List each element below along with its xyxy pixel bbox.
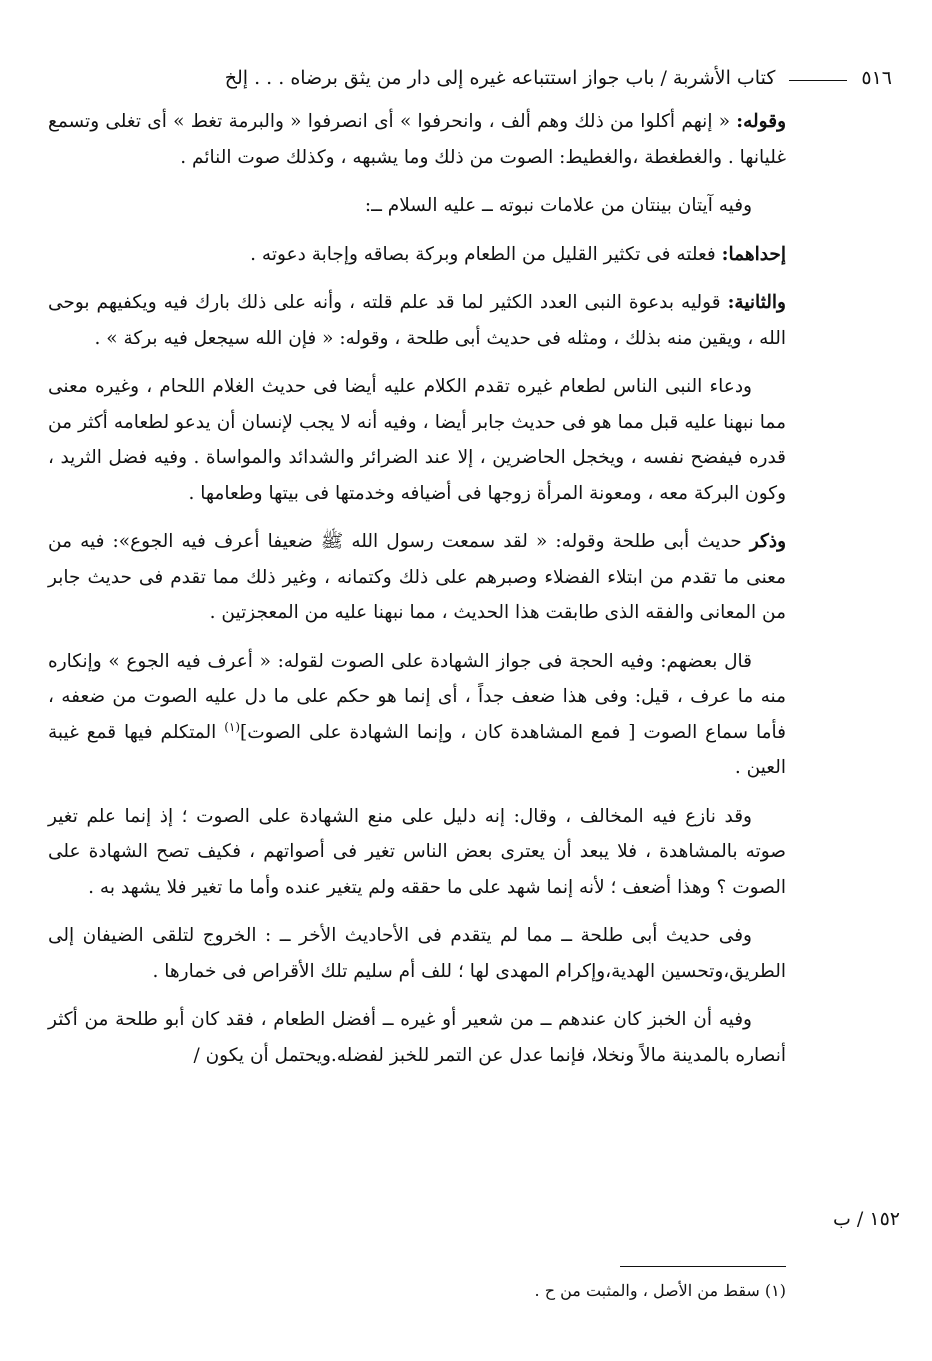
page-number: ٥١٦ — [861, 67, 892, 89]
paragraph-9: وفى حديث أبى طلحة ــ مما لم يتقدم فى الأحاديث الأخر ــ : الخروج لتلقى الضيفان إلى الطريق،وتحسين الهدية،وإكرام المهدى لها ؛ للف أم سليم تلك الأقراص فى خمارها . — [48, 925, 786, 982]
footnote: (١) سقط من الأصل ، والمثبت من ح . — [534, 1281, 786, 1300]
footnote-marker: (١) — [224, 719, 241, 734]
paragraph-7: قال بعضهم: وفيه الحجة فى جواز الشهادة على الصوت لقوله: « أعرف فيه الجوع » وإنكاره منه ما عرف ، قيل: وفى هذا ضعف جداً ، أى إنما هو حكم على ما دل عليه الصوت من ضعفه ، فأما سماع الصوت [ فمع المشاهدة كان ، وإنما الشهادة على الصوت]$^{(١)}$ المتكلم فيها قمع غيبة العين . — [48, 650, 786, 778]
margin-folio-note: ١٥٢ / ب — [833, 1208, 900, 1230]
paragraph-5: ودعاء النبى الناس لطعام غيره تقدم الكلام عليه أيضا فى حديث الغلام اللحام ، وغيره معنى مما نبهنا عليه قبل مما هو فى حديث جابر أيضا ، وفيه أنه لا يجب لإنسان أن يدعو لطعامه أكثر من قدره فيفضح نفسه ، ويخجل الحاضرين ، إلا عند الضرائر والشدائد والمواساة . وفيه فضل الثريد ، وكون البركة معه ، ومعونة المرأة زوجها فى أضيافه وخدمتها فى بيتها وطعامها . — [48, 376, 786, 504]
paragraph-4: والثانية: قوليه بدعوة النبى العدد الكثير لما قد علم قلته ، وأنه على ذلك بارك فيه ويكفيهم بوحى الله ، ويقين منه بذلك ، ومثله فى حديث أبى طلحة ، وقوله: « فإن الله سيجعل فيه بركة » . — [48, 292, 786, 349]
paragraph-2: وفيه آيتان بينتان من علامات نبوته ــ عليه السلام ــ: — [364, 195, 752, 216]
header-title: كتاب الأشربة / باب جواز استتباعه غيره إلى دار من يثق برضاه . . . إلخ — [224, 67, 776, 89]
paragraph-1: وقوله: « إنهم أكلوا من ذلك وهم ألف ، وانحرفوا » أى انصرفوا « والبرمة تغط » أى تغلى وتسمع غليانها . والغطغطة ،والغطيط: الصوت من ذلك وما يشبهه ، وكذلك صوت النائم . — [48, 111, 786, 168]
running-header — [40, 58, 892, 98]
main-text — [48, 104, 786, 1086]
paragraph-3: إحداهما: فعلته فى تكثير القليل من الطعام وبركة بصاقه وإجابة دعوته . — [250, 243, 786, 265]
paragraph-10: وفيه أن الخبز كان عندهم ــ من شعير أو غيره ــ أفضل الطعام ، فقد كان أبو طلحة من أكثر أنصاره بالمدينة مالاً ونخلا، فإنما عدل عن التمر للخبز لفضله.ويحتمل أن يكون / — [48, 1009, 786, 1066]
paragraph-8: وقد نازع فيه المخالف ، وقال: إنه دليل على منع الشهادة على الصوت ؛ إذ إنما علم تغير صوته بالمشاهدة ، فلا يبعد أن يعترى بعض الناس تغير فى أصواتهم ، فكيف تصح الشهادة على الصوت ؟ وهذا أضعف ؛ لأنه إنما شهد على ما حققه ولم يتغير عنده وأما ما تغير فلا يشهد به . — [48, 805, 786, 898]
header-rule — [789, 80, 847, 81]
paragraph-6: وذكر حديث أبى طلحة وقوله: « لقد سمعت رسول الله ﷺ ضعيفا أعرف فيه الجوع»: فيه من معنى ما تقدم من ابتلاء الفضلاء وصبرهم على ذلك وكتمانه ، وغير ذلك مما تقدم فى حديث جابر من المعانى والفقه الذى طابقت هذا الحديث ، مما نبهنا عليه من المعجزتين . — [48, 531, 786, 623]
footnote-rule — [620, 1266, 786, 1267]
